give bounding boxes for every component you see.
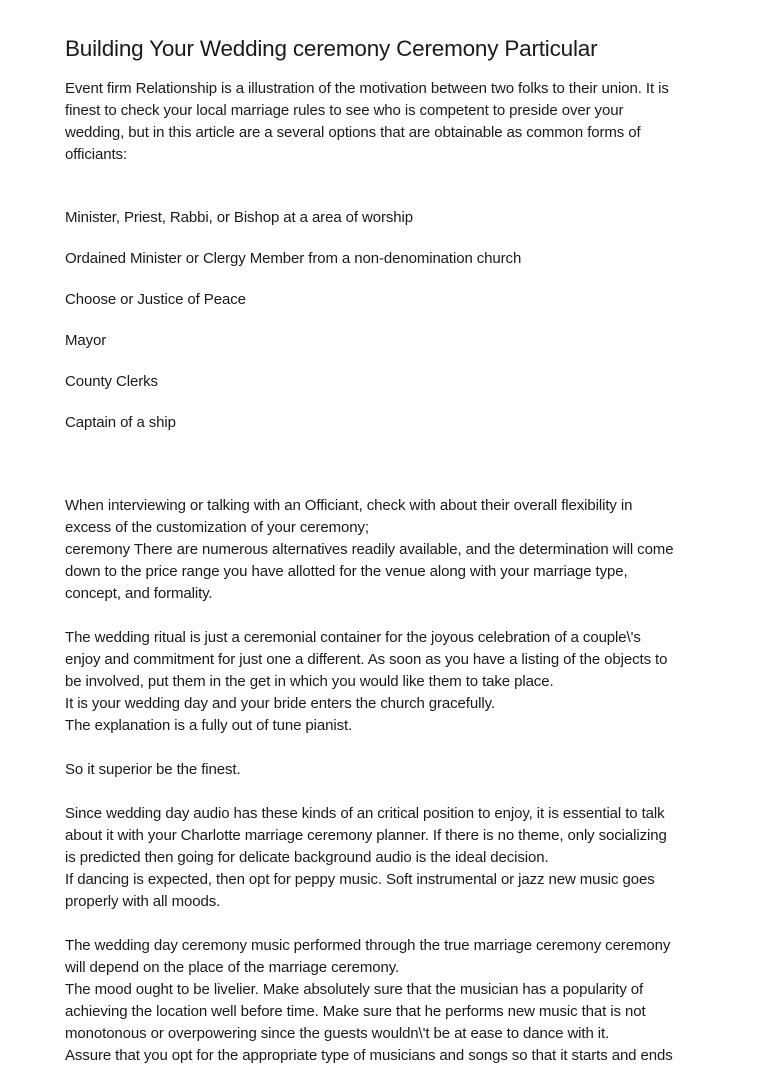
text-line: is predicted then going for delicate background audio is the ideal decision. <box>65 849 549 866</box>
text-line: Event firm Relationship is a illustration of the motivation between two folks to their union. It is <box>65 80 669 97</box>
officiant-list <box>65 207 715 434</box>
text-line: officiants: <box>65 146 127 163</box>
list-item: Captain of a ship <box>65 414 176 431</box>
text-line: be involved, put them in the get in which you would like them to take place. <box>65 673 554 690</box>
paragraph-audio <box>65 803 715 913</box>
text-line: If dancing is expected, then opt for peppy music. Soft instrumental or jazz new music goes <box>65 871 655 888</box>
text-line: Assure that you opt for the appropriate type of musicians and songs so that it starts and ends <box>65 1047 673 1064</box>
text-line: will depend on the place of the marriage ceremony. <box>65 959 400 976</box>
text-line: achieving the location well before time. Make sure that he performs new music that is not <box>65 1003 646 1020</box>
text-line: about it with your Charlotte marriage ceremony planner. If there is no theme, only socializing <box>65 827 667 844</box>
list-item: Ordained Minister or Clergy Member from a non-denomination church <box>65 250 522 267</box>
text-line: finest to check your local marriage rules to see who is competent to preside over your <box>65 102 624 119</box>
text-line: The wedding ritual is just a ceremonial container for the joyous celebration of a couple\'s <box>65 629 641 646</box>
text-line: down to the price range you have allotted for the venue along with your marriage type, <box>65 563 628 580</box>
text-line: concept, and formality. <box>65 585 213 602</box>
text-line: enjoy and commitment for just one a different. As soon as you have a listing of the objects to <box>65 651 668 668</box>
text-line: monotonous or overpowering since the guests wouldn\'t be at ease to dance with it. <box>65 1025 610 1042</box>
text-line: The explanation is a fully out of tune pianist. <box>65 717 353 734</box>
page-title: Building Your Wedding ceremony Ceremony Particular <box>65 36 598 61</box>
text-line: wedding, but in this article are a several options that are obtainable as common forms of <box>65 124 641 141</box>
paragraph-officiant-interview <box>65 495 715 605</box>
text-line: properly with all moods. <box>65 893 221 910</box>
text-line: When interviewing or talking with an Officiant, check with about their overall flexibility in <box>65 497 633 514</box>
list-item: Mayor <box>65 332 107 349</box>
text-line: ceremony There are numerous alternatives readily available, and the determination will come <box>65 541 674 558</box>
text-line: Since wedding day audio has these kinds of an critical position to enjoy, it is essential to talk <box>65 805 665 822</box>
list-item: Choose or Justice of Peace <box>65 291 246 308</box>
paragraph-music <box>65 935 715 1067</box>
document-page <box>65 34 715 1067</box>
text-line: The mood ought to be livelier. Make absolutely sure that the musician has a popularity of <box>65 981 644 998</box>
paragraph-finest <box>65 759 715 781</box>
intro-paragraph <box>65 78 715 166</box>
list-item: County Clerks <box>65 373 158 390</box>
list-item: Minister, Priest, Rabbi, or Bishop at a area of worship <box>65 209 413 226</box>
text-line: So it superior be the finest. <box>65 761 241 778</box>
paragraph-ritual <box>65 627 715 737</box>
text-line: It is your wedding day and your bride enters the church gracefully. <box>65 695 495 712</box>
text-line: The wedding day ceremony music performed through the true marriage ceremony ceremony <box>65 937 671 954</box>
text-line: excess of the customization of your ceremony; <box>65 519 369 536</box>
